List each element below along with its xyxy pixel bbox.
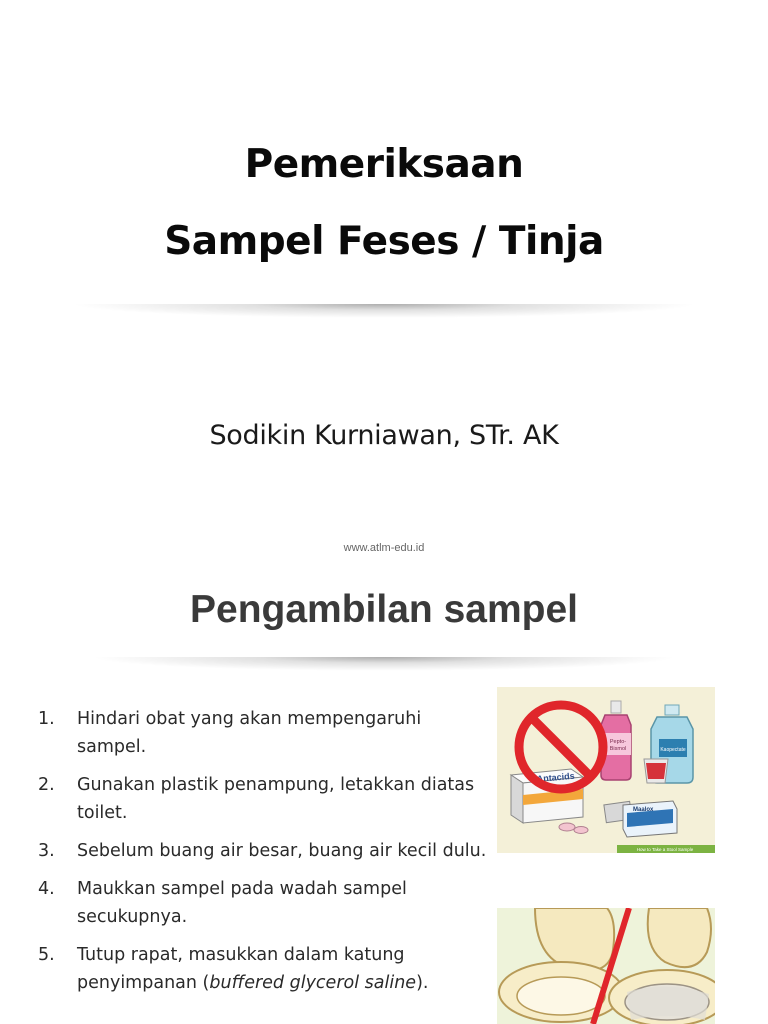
- svg-text:Antacids: Antacids: [536, 770, 576, 784]
- svg-text:How to Take a Stool Sample: How to Take a Stool Sample: [636, 847, 694, 852]
- section-divider: [90, 657, 678, 671]
- toilet-illustration: [497, 908, 715, 1024]
- section-title: Pengambilan sampel: [190, 588, 578, 631]
- item-text: Maukkan sampel pada wadah sampel secukupnya.: [77, 879, 407, 927]
- item-number: 5.: [38, 945, 55, 965]
- item-number: 3.: [38, 841, 55, 861]
- item-text: Sebelum buang air besar, buang air kecil dulu.: [77, 841, 487, 861]
- list-item: [38, 705, 488, 761]
- list-item: [38, 837, 488, 865]
- footer-url: www.atlm-edu.id: [343, 542, 425, 554]
- item-text: Gunakan plastik penampung, letakkan diatas toilet.: [77, 775, 475, 823]
- list-item: [38, 875, 488, 931]
- svg-text:Maalox: Maalox: [633, 807, 654, 813]
- item-text: Hindari obat yang akan mempengaruhi sampel.: [77, 709, 422, 757]
- steps-list: [38, 705, 488, 1007]
- list-item: [38, 771, 488, 827]
- svg-text:Bismol: Bismol: [609, 746, 627, 752]
- list-item: [38, 941, 488, 997]
- medicine-illustration: [497, 687, 715, 853]
- antacids-box-icon: [511, 769, 583, 823]
- title-line-2: Sampel Feses / Tinja: [164, 219, 604, 264]
- item-number: 4.: [38, 879, 55, 899]
- title-divider: [70, 304, 698, 318]
- author-name: Sodikin Kurniawan, STr. AK: [209, 420, 559, 451]
- item-number: 1.: [38, 709, 55, 729]
- item-text: Tutup rapat, masukkan dalam katung penyimpanan (buffered glycerol saline).: [77, 945, 429, 993]
- title-line-1: Pemeriksaan: [244, 142, 524, 187]
- item-number: 2.: [38, 775, 55, 795]
- svg-text:Pepto-: Pepto-: [609, 739, 627, 745]
- svg-text:Kaopectate: Kaopectate: [660, 747, 686, 753]
